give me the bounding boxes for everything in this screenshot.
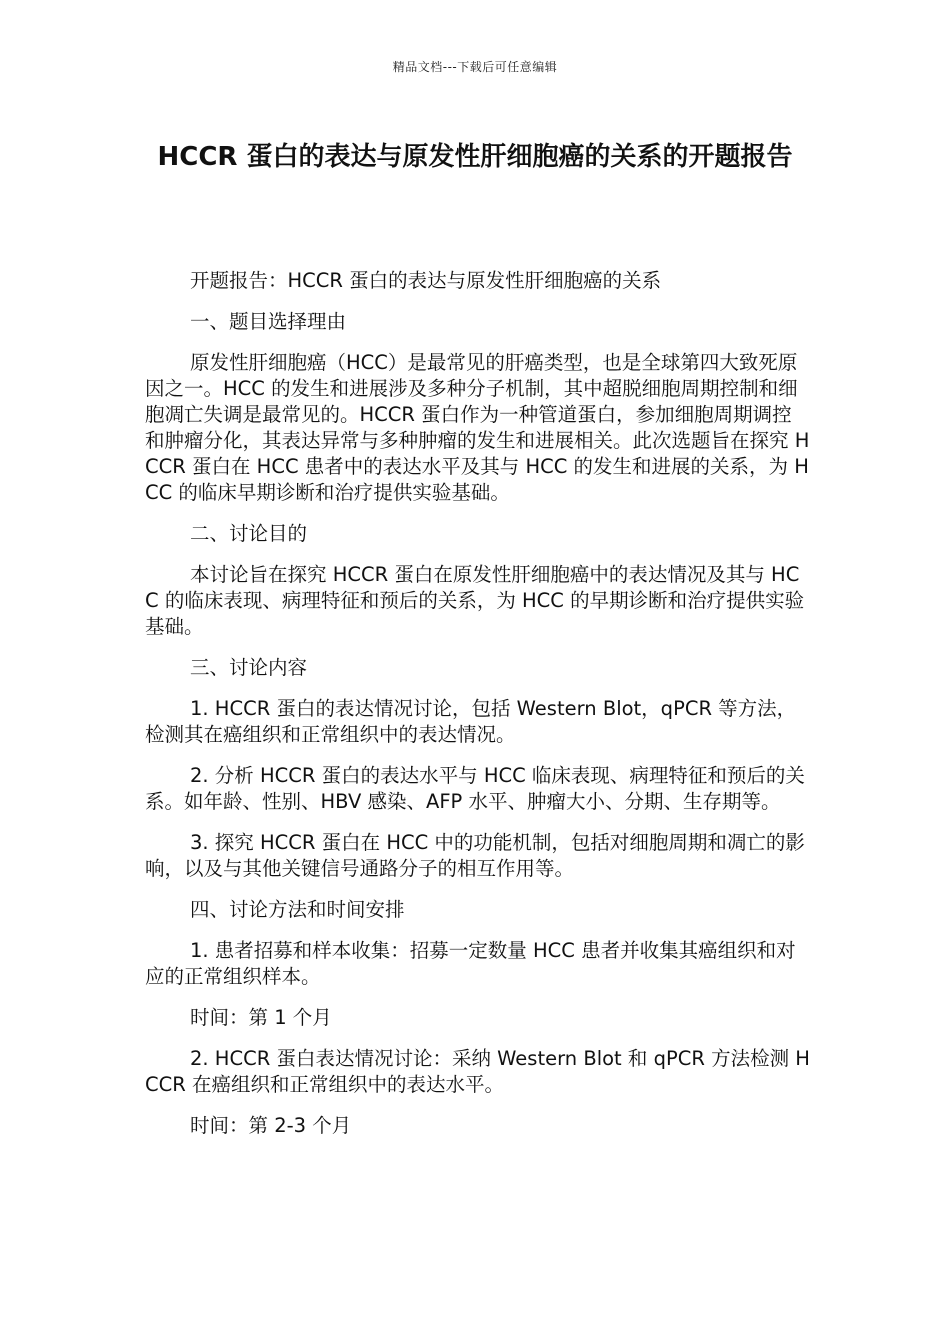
section-heading-1: 一、题目选择理由	[190, 310, 347, 333]
content-item-3: 3. 探究 HCCR 蛋白在 HCC 中的功能机制，包括对细胞周期和凋亡的影响，以及与其他关键信号通路分子的相互作用等。	[145, 831, 805, 880]
section-heading-4: 四、讨论方法和时间安排	[190, 898, 405, 921]
document-title: HCCR 蛋白的表达与原发性肝细胞癌的关系的开题报告	[157, 142, 793, 172]
method-item-2: 2. HCCR 蛋白表达情况讨论：采纳 Western Blot 和 qPCR 方法检测 HCCR 在癌组织和正常组织中的表达水平。	[145, 1047, 810, 1096]
paragraph-rationale: 原发性肝细胞癌（HCC）是最常见的肝癌类型，也是全球第四大致死原因之一。HCC 的发生和进展涉及多种分子机制，其中超脱细胞周期控制和细胞凋亡失调是最常见的。HCCR 蛋白作为一种管道蛋白，参加细胞周期调控和肿瘤分化，其表达异常与多种肿瘤的发生和进展相关。此次选题旨在探究 HCCR 蛋白在 HCC 患者中的表达水平及其与 HCC 的发生和进展的关系，为 HCC 的临床早期诊断和治疗提供实验基础。	[145, 351, 810, 504]
page-header-note: 精品文档---下载后可任意编辑	[392, 60, 558, 74]
content-item-2: 2. 分析 HCCR 蛋白的表达水平与 HCC 临床表现、病理特征和预后的关系。如年龄、性别、HBV 感染、AFP 水平、肿瘤大小、分期、生存期等。	[145, 764, 805, 813]
method-time-1: 时间：第 1 个月	[190, 1006, 332, 1029]
method-time-2: 时间：第 2-3 个月	[190, 1114, 352, 1137]
intro-line: 开题报告：HCCR 蛋白的表达与原发性肝细胞癌的关系	[190, 269, 662, 292]
method-item-1: 1. 患者招募和样本收集：招募一定数量 HCC 患者并收集其癌组织和对应的正常组织样本。	[145, 939, 796, 988]
section-heading-3: 三、讨论内容	[190, 656, 308, 679]
document-body	[145, 268, 810, 1154]
section-heading-2: 二、讨论目的	[190, 522, 308, 545]
content-item-1: 1. HCCR 蛋白的表达情况讨论，包括 Western Blot，qPCR 等方法，检测其在癌组织和正常组织中的表达情况。	[145, 697, 797, 746]
paragraph-purpose: 本讨论旨在探究 HCCR 蛋白在原发性肝细胞癌中的表达情况及其与 HCC 的临床表现、病理特征和预后的关系，为 HCC 的早期诊断和治疗提供实验基础。	[145, 563, 805, 638]
